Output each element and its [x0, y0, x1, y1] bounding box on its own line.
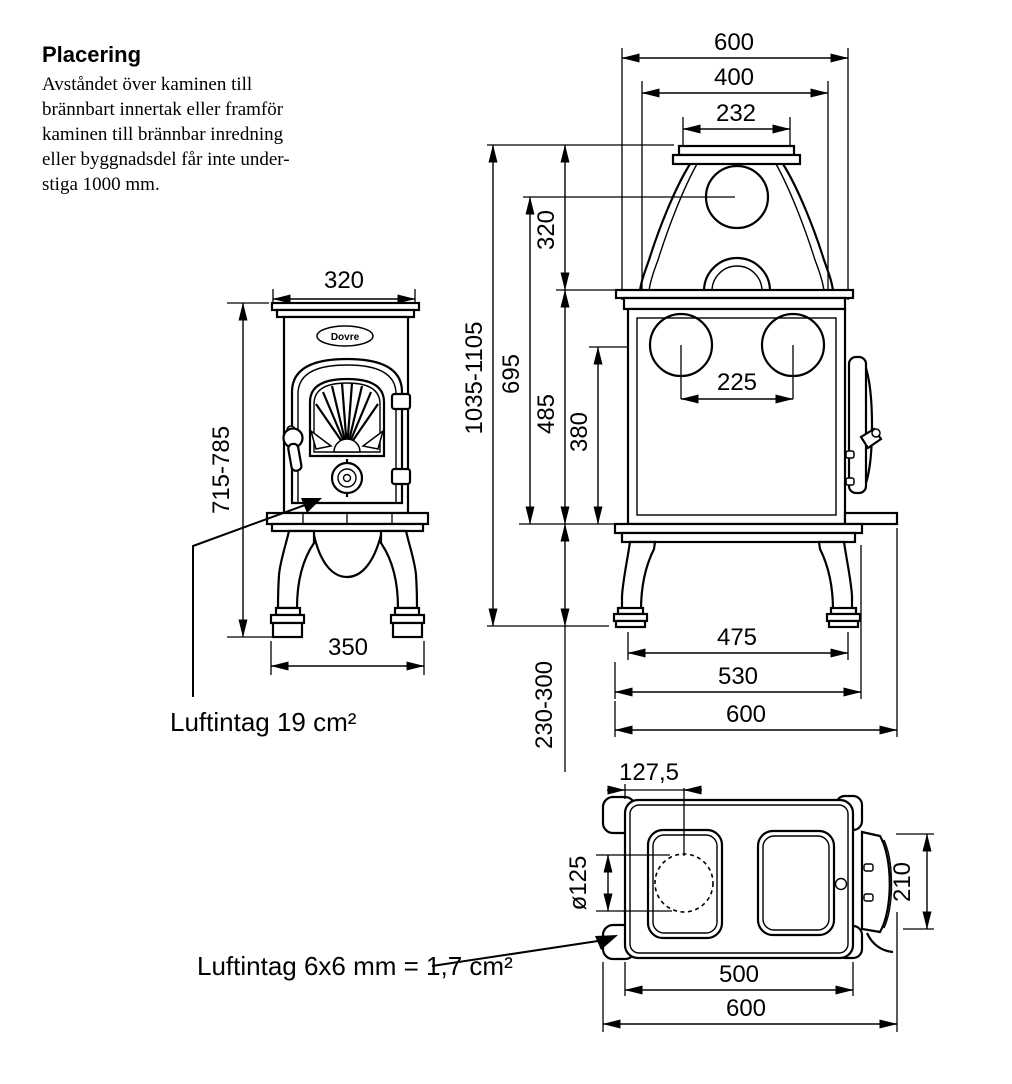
paragraph-line: stiga 1000 mm. — [42, 174, 160, 195]
rear-base — [615, 524, 862, 533]
air-intake-label: Luftintag 19 cm² — [170, 707, 357, 737]
dim-label: 500 — [718, 961, 760, 988]
section-heading: Placering — [42, 42, 142, 67]
dim-label: 400 — [713, 64, 755, 91]
dim-label: 530 — [717, 663, 759, 690]
dim-label: 600 — [713, 29, 755, 56]
paragraph-line: eller byggnadsdel får inte under- — [42, 149, 290, 170]
dovre-logo-text: Dovre — [330, 332, 360, 343]
dim-label: 1035-1105 — [461, 321, 488, 435]
dim-label: 350 — [327, 634, 369, 661]
front-foot — [271, 608, 304, 637]
side-door — [849, 357, 866, 493]
rear-shelf — [616, 290, 853, 298]
dim-label: 600 — [725, 701, 767, 728]
dim-label: 600 — [725, 995, 767, 1022]
rear-foot — [614, 608, 647, 627]
dim-label: ø125 — [565, 855, 592, 911]
dim-label: 320 — [533, 209, 560, 251]
door-hinge — [392, 469, 410, 484]
dim-label: 225 — [716, 369, 758, 396]
dim-label: 320 — [323, 267, 365, 294]
dim-label: 715-785 — [208, 425, 235, 515]
dim-label: 210 — [889, 861, 916, 903]
paragraph-line: brännbart innertak eller framför — [42, 99, 284, 120]
rear-foot — [827, 608, 860, 627]
dim-label: 475 — [716, 624, 758, 651]
dim-label: 695 — [498, 353, 525, 395]
door-sill — [845, 513, 897, 524]
dim-label: 380 — [566, 411, 593, 453]
air-control-knob — [332, 463, 362, 493]
paragraph-line: Avståndet över kaminen till — [42, 74, 253, 95]
dim-label: 232 — [715, 100, 757, 127]
door-hinge — [392, 394, 410, 409]
hood-top-plate — [679, 146, 794, 155]
dim-label: 485 — [533, 393, 560, 435]
air-intake-label: Luftintag 6x6 mm = 1,7 cm² — [197, 951, 513, 981]
dim-label: 230-300 — [531, 660, 558, 750]
dim-label: 127,5 — [618, 759, 680, 786]
top-door — [862, 832, 890, 932]
front-foot — [391, 608, 424, 637]
rear-body — [628, 309, 845, 524]
paragraph-line: kaminen till brännbar inredning — [42, 124, 284, 145]
